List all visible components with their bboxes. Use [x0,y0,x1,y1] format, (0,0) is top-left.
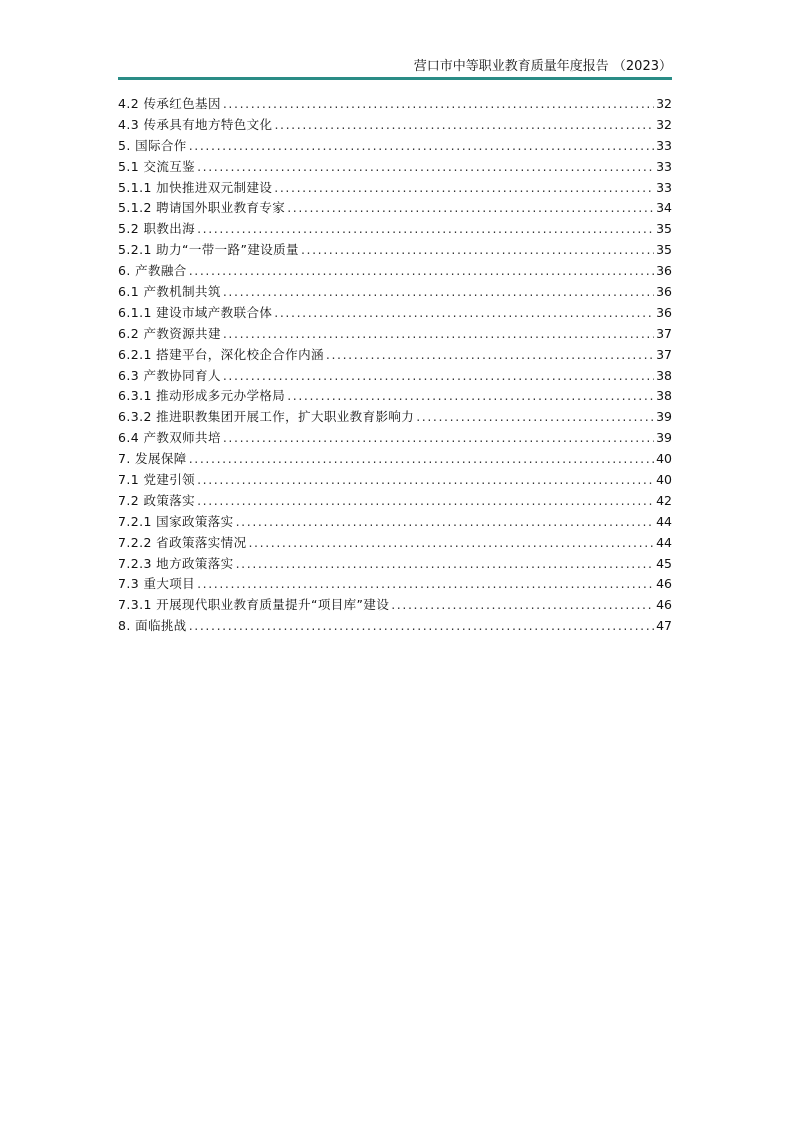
toc-entry[interactable] [118,94,672,115]
toc-dot-leader [197,574,654,595]
toc-dot-leader [223,324,654,345]
toc-dot-leader [236,512,655,533]
toc-entry[interactable] [118,386,672,407]
toc-dot-leader [189,261,654,282]
toc-page-number: 33 [656,158,672,174]
toc-page-number: 44 [656,513,672,529]
toc-entry[interactable] [118,574,672,595]
toc-page-number: 34 [656,200,672,216]
toc-entry-label: 5. 国际合作 [118,137,187,153]
toc-entry[interactable] [118,178,672,199]
toc-entry-label: 6.1 产教机制共筑 [118,284,221,300]
toc-page-number: 32 [656,116,672,132]
toc-dot-leader [287,386,654,407]
toc-dot-leader [236,554,655,575]
toc-dot-leader [416,407,654,428]
toc-page-number: 37 [656,325,672,341]
toc-dot-leader [223,428,654,449]
toc-entry-label: 6.4 产教双师共培 [118,430,221,446]
toc-entry[interactable] [118,595,672,616]
toc-entry-label: 8. 面临挑战 [118,618,187,634]
toc-dot-leader [189,449,654,470]
toc-dot-leader [223,94,654,115]
toc-entry[interactable] [118,470,672,491]
toc-dot-leader [197,491,654,512]
toc-entry[interactable] [118,115,672,136]
header-title: 营口市中等职业教育质量年度报告 （2023） [413,59,672,74]
toc-dot-leader [274,115,654,136]
toc-page-number: 36 [656,284,672,300]
toc-entry-label: 7.1 党建引领 [118,472,196,488]
toc-page-number: 39 [656,409,672,425]
toc-entry[interactable] [118,616,672,637]
toc-page-number: 46 [656,576,672,592]
toc-page-number: 45 [656,555,672,571]
toc-entry[interactable] [118,324,672,345]
toc-entry[interactable] [118,554,672,575]
toc-dot-leader [301,240,654,261]
toc-page-number: 47 [656,618,672,634]
toc-entry-label: 6.3.1 推动形成多元办学格局 [118,388,286,404]
toc-page-number: 46 [656,597,672,613]
toc-entry[interactable] [118,136,672,157]
toc-page-number: 33 [656,179,672,195]
toc-dot-leader [248,533,654,554]
toc-dot-leader [391,595,654,616]
toc-entry[interactable] [118,240,672,261]
toc-entry-label: 5.1 交流互鉴 [118,158,196,174]
toc-page-number: 35 [656,242,672,258]
toc-entry-label: 7.3 重大项目 [118,576,196,592]
header-rule [118,77,672,80]
toc-dot-leader [287,198,654,219]
toc-entry[interactable] [118,491,672,512]
page-header [118,58,672,80]
toc-entry-label: 6.3 产教协同育人 [118,367,221,383]
toc-entry-label: 6.3.2 推进职教集团开展工作，扩大职业教育影响力 [118,409,415,425]
toc-entry[interactable] [118,261,672,282]
toc-page-number: 36 [656,304,672,320]
toc-dot-leader [197,470,654,491]
toc-dot-leader [197,157,654,178]
toc-entry[interactable] [118,282,672,303]
toc-dot-leader [197,219,654,240]
toc-dot-leader [274,303,654,324]
toc-page-number: 35 [656,221,672,237]
toc-entry[interactable] [118,512,672,533]
toc-entry-label: 7.3.1 开展现代职业教育质量提升“项目库”建设 [118,597,390,613]
toc-entry-label: 6.1.1 建设市域产教联合体 [118,304,273,320]
toc-entry-label: 6.2.1 搭建平台，深化校企合作内涵 [118,346,324,362]
toc-page-number: 36 [656,263,672,279]
toc-entry-label: 7.2 政策落实 [118,492,196,508]
toc-dot-leader [189,136,654,157]
toc-entry[interactable] [118,428,672,449]
toc-page-number: 32 [656,96,672,111]
toc-entry-label: 7.2.1 国家政策落实 [118,513,234,529]
toc-entry-label: 4.2 传承红色基因 [118,96,221,111]
toc-entry[interactable] [118,449,672,470]
toc-entry-label: 7.2.3 地方政策落实 [118,555,234,571]
toc-entry-label: 6. 产教融合 [118,263,187,279]
toc-entry-label: 5.2 职教出海 [118,221,196,237]
toc-page-number: 33 [656,137,672,153]
toc-page-number: 44 [656,534,672,550]
toc-page-number: 39 [656,430,672,446]
toc-entry[interactable] [118,303,672,324]
toc-entry[interactable] [118,198,672,219]
toc-page-number: 38 [656,388,672,404]
toc-entry[interactable] [118,366,672,387]
toc-dot-leader [189,616,654,637]
toc-dot-leader [326,345,654,366]
toc-dot-leader [223,366,654,387]
toc-dot-leader [274,178,654,199]
toc-entry-label: 5.1.2 聘请国外职业教育专家 [118,200,286,216]
toc-entry-label: 4.3 传承具有地方特色文化 [118,116,273,132]
toc-entry-label: 7. 发展保障 [118,451,187,467]
toc-entry[interactable] [118,533,672,554]
toc-page-number: 40 [656,451,672,467]
toc-page-number: 37 [656,346,672,362]
toc-page-number: 40 [656,472,672,488]
toc-entry[interactable] [118,219,672,240]
toc-entry-label: 6.2 产教资源共建 [118,325,221,341]
toc-entry-label: 7.2.2 省政策落实情况 [118,534,247,550]
toc-dot-leader [223,282,654,303]
toc-entry[interactable] [118,345,672,366]
toc-entry-label: 5.1.1 加快推进双元制建设 [118,179,273,195]
toc-page-number: 42 [656,492,672,508]
toc-page-number: 38 [656,367,672,383]
toc-entry-label: 5.2.1 助力“一带一路”建设质量 [118,242,299,258]
toc-entry[interactable] [118,407,672,428]
toc-entry[interactable] [118,157,672,178]
table-of-contents [118,94,672,637]
